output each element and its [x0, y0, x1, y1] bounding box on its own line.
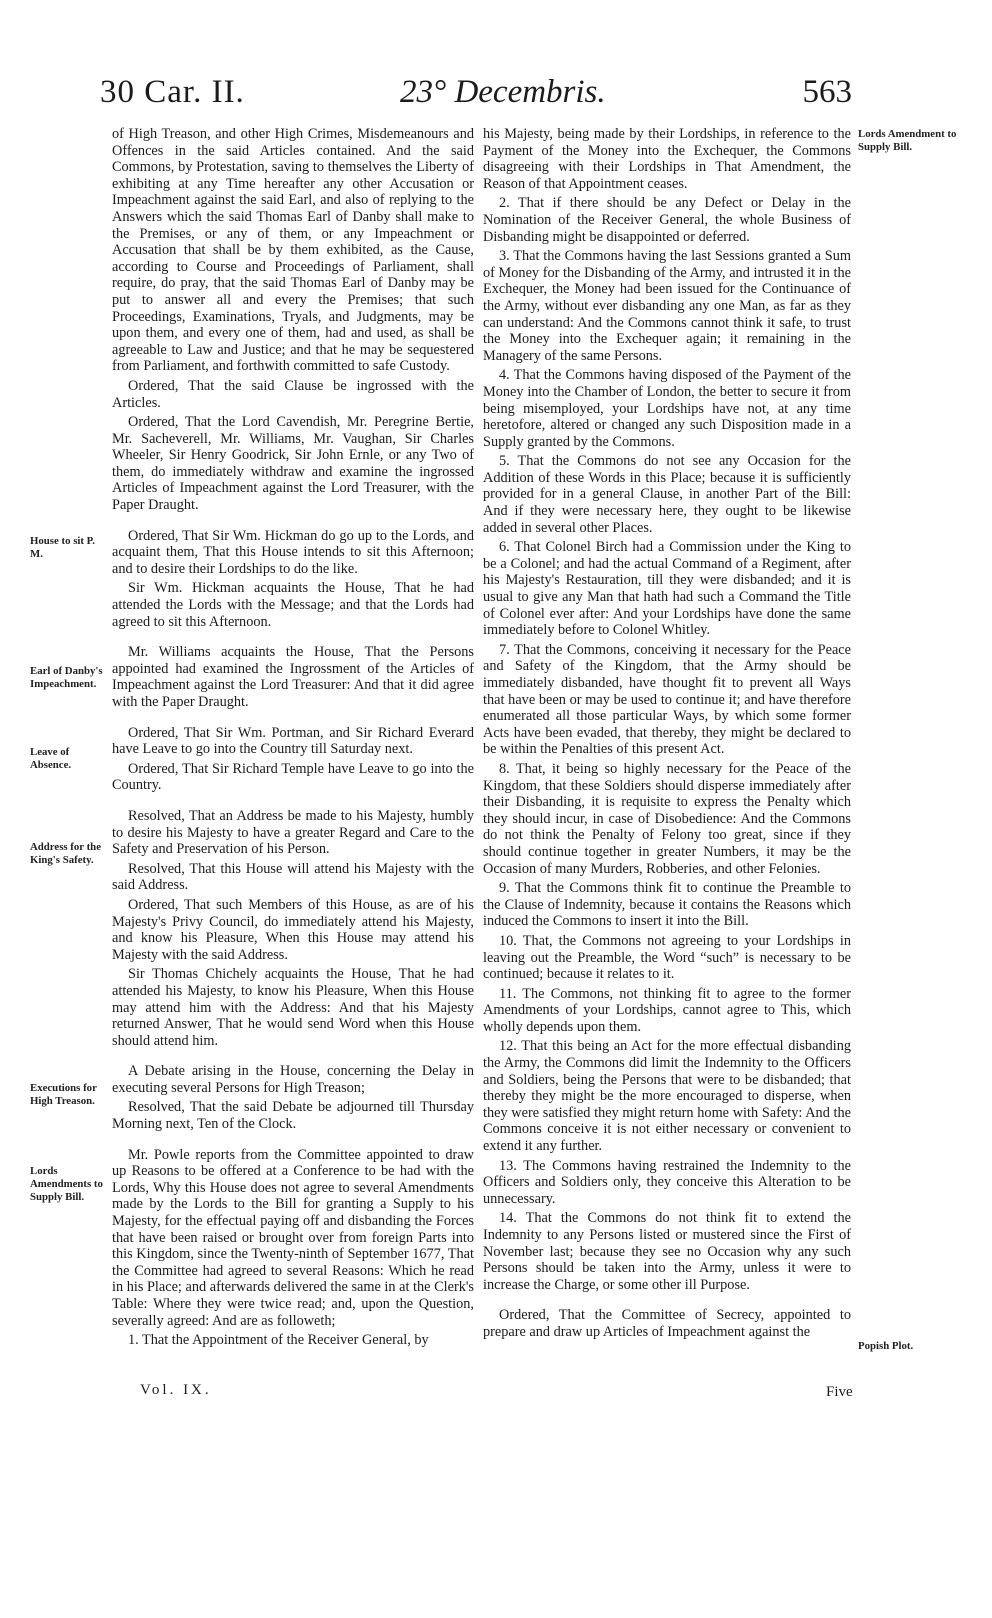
paragraph: Resolved, That this House will attend his Majesty with the said Address. — [112, 860, 474, 894]
margin-note-danby-impeachment: Earl of Danby's Impeachment. — [30, 665, 103, 690]
paragraph: Ordered, That Sir Richard Temple have Leave to go into the Country. — [112, 760, 474, 794]
volume-signature: Vol. IX. — [140, 1382, 212, 1398]
paragraph: Ordered, That such Members of this House, as are of his Majesty's Privy Council, do immediately attend his Majesty, and know his Pleasure, When this House may attend his Majesty with the said Address. — [112, 896, 474, 963]
left-column — [112, 126, 474, 1352]
paragraph: Ordered, That Sir Wm. Hickman do go up to the Lords, and acquaint them, That this House intends to sit this Afternoon; and to desire their Lordships to do the like. — [112, 527, 474, 577]
paragraph: A Debate arising in the House, concerning the Delay in executing several Persons for High Treason; — [112, 1063, 474, 1096]
margin-note-address-kings-safety: Address for the King's Safety. — [30, 841, 101, 866]
paragraph: 2. That if there should be any Defect or Delay in the Nomination of the Receiver General, the whole Business of Disbanding might be disappointed or deferred. — [483, 195, 851, 245]
paragraph: 8. That, it being so highly necessary for the Peace of the Kingdom, that these Soldiers should disperse immediately after their Disbanding, it is requisite to express the Penalty which they should incur, in case of Disobedience: And the Commons do not think the Penalty of Felony too great, since if they should continue together in greater Numbers, it may be the Occasion of many Murders, Robberies, and other Felonies. — [483, 760, 851, 877]
paragraph: 3. That the Commons having the last Sessions granted a Sum of Money for the Disbanding of the Army, and intrusted it in the Exchequer, the Money had been issued for the Continuance of the Army, without ever disbanding any one Man, as far as they can understand: And the Commons cannot think it safe, to trust the Money into the Exchequer again; it remaining in the Managery of the same Persons. — [483, 248, 851, 364]
paragraph: 12. That this being an Act for the more effectual disbanding the Army, the Commons did limit the Indemnity to the Officers and Soldiers, being the Persons that were to be disbanded; that thereby they might be the more encouraged to disperse, when they were satisfied they might return home with Safety: And the Commons conceive it is not either necessary or convenient to extend it any further. — [483, 1038, 851, 1155]
paragraph: 4. That the Commons having disposed of the Payment of the Money into the Chamber of London, the better to secure it from being misemployed, your Lordships have not, at any time heretofore, altered or changed any such Disposition made in a Supply granted by the Commons. — [483, 367, 851, 450]
margin-note-leave-of-absence: Leave of Absence. — [30, 746, 72, 771]
paragraph: Resolved, That the said Debate be adjourned till Thursday Morning next, Ten of the Clock. — [112, 1099, 474, 1133]
margin-note-popish-plot: Popish Plot. — [858, 1340, 914, 1352]
paragraph: Mr. Williams acquaints the House, That the Persons appointed had examined the Ingrossment of the Articles of Impeachment against the Lord Treasurer: And that it did agree with the Paper Draught. — [112, 644, 474, 710]
margin-note-lords-amendments: Lords Amendments to Supply Bill. — [30, 1165, 103, 1203]
paragraph: Ordered, That the Lord Cavendish, Mr. Peregrine Bertie, Mr. Sacheverell, Mr. Williams, Mr. Vaughan, Sir Charles Wheeler, Sir Henry Goodrick, Sir John Ernle, or any Two of them, do immediately withdraw and examine the ingrossed Articles of Impeachment against the Lord Treasurer, with the Paper Draught. — [112, 414, 474, 514]
paragraph: Ordered, That the said Clause be ingrossed with the Articles. — [112, 377, 474, 411]
paragraph: 9. That the Commons think fit to continue the Preamble to the Clause of Indemnity, because it contains the Reasons which induced the Commons to insert it into the Bill. — [483, 880, 851, 930]
paragraph: Ordered, That the Committee of Secrecy, appointed to prepare and draw up Articles of Impeachment against the — [483, 1307, 851, 1340]
margin-note-lords-amendment-right: Lords Amendment to Supply Bill. — [858, 128, 957, 153]
paragraph: his Majesty, being made by their Lordships, in reference to the Payment of the Money into the Exchequer, the Commons disagreeing with their Lordships in That Amendment, the Reason of that Appointment ceases. — [483, 126, 851, 192]
paragraph: 1. That the Appointment of the Receiver General, by — [128, 1332, 429, 1349]
margin-note-executions: Executions for High Treason. — [30, 1082, 97, 1107]
right-column — [483, 126, 851, 1344]
paragraph: 14. That the Commons do not think fit to extend the Indemnity to any Persons listed or mustered since the First of November last; because they see no Occasion why any such Persons should be taken into the Army, unless it were to increase the Charge, or some other ill Purpose. — [483, 1210, 851, 1293]
paragraph: 5. That the Commons do not see any Occasion for the Addition of these Words in this Place; because it is sufficiently provided for in a general Clause, in another Part of the Bill: And if they were necessary here, they ought to be likewise added in several other Places. — [483, 453, 851, 536]
page-number: 563 — [802, 74, 852, 110]
paragraph: Mr. Powle reports from the Committee appointed to draw up Reasons to be offered at a Conference to be had with the Lords, Why this House does not agree to several Amendments made by the Lords to the Bill for granting a Supply to his Majesty, for the effectual paying off and disbanding the Forces that have been raised or brought over from foreign Parts into this Kingdom, since the Twenty-ninth of September 1677, That the Committee had agreed to several Reasons: Which he read in his Place; and afterwards delivered the same in at the Clerk's Table: Where they were twice read; and, upon the Question, severally agreed: And are as followeth; — [112, 1146, 474, 1329]
margin-note-house-to-sit: House to sit P. M. — [30, 535, 95, 560]
header-date: 23° Decembris. — [400, 74, 606, 110]
paragraph: Resolved, That an Address be made to his Majesty, humbly to desire his Majesty to have a greater Regard and Care to the Safety and Preservation of his Person. — [112, 807, 474, 858]
paragraph: Sir Thomas Chichely acquaints the House, That he had attended his Majesty, to know his Pleasure, When this House may attend him with the Address: And that his Majesty returned Answer, That he would send Word when this House should attend him. — [112, 966, 474, 1049]
paragraph: 11. The Commons, not thinking fit to agree to the former Amendments of your Lordships, cannot agree to This, which wholly depends upon them. — [483, 985, 851, 1035]
paragraph: of High Treason, and other High Crimes, Misdemeanours and Offences in the said Articles contained. And the said Commons, by Protestation, saving to themselves the Liberty of exhibiting at any Time hereafter any other Accusation or Impeachment against the said Earl, and also of replying to the Answers which the said Thomas Earl of Danby shall make to the Premises, or any of them, or any Impeachment or Accusation that shall be by them exhibited, as the Cause, according to Course and Proceedings of Parliament, shall require, do pray, that the said Thomas Earl of Danby may be put to answer all and every the Premises; that such Proceedings, Examinations, Tryals, and Judgments, may be upon them, and every one of them, had and used, as shall be agreeable to Law and Justice; and that he may be sequestered from Parliament, and forthwith committed to safe Custody. — [112, 126, 474, 375]
paragraph: 13. The Commons having restrained the Indemnity to the Officers and Soldiers only, they conceive this Alteration to be unnecessary. — [483, 1157, 851, 1207]
paragraph: 7. That the Commons, conceiving it necessary for the Peace and Safety of the Kingdom, that the Army should be immediately disbanded, have thought fit to prevent all Ways that have been or may be used to continue it; and have therefore enumerated all those particular Ways, by which some former Acts have been evaded, that thereby, they might be declared to be within the Penalties of this present Act. — [483, 641, 851, 758]
regnal-year: 30 Car. II. — [100, 74, 245, 110]
paragraph: Ordered, That Sir Wm. Portman, and Sir Richard Everard have Leave to go into the Country till Saturday next. — [112, 724, 474, 758]
paragraph: 10. That, the Commons not agreeing to your Lordships in leaving out the Preamble, the Word “such” is necessary to be continued; because it relates to it. — [483, 932, 851, 983]
catchword: Five — [826, 1384, 853, 1400]
paragraph: Sir Wm. Hickman acquaints the House, That he had attended the Lords with the Message; and that the Lords had agreed to sit this Afternoon. — [112, 580, 474, 630]
paragraph: 6. That Colonel Birch had a Commission under the King to be a Colonel; and had the actual Command of a Regiment, after his Majesty's Restauration, till they were disbanded; and it is usual to give any Man that hath had such a Command the Title of Colonel ever after: And your Lordships have done the same immediately before to Colonel Whitley. — [483, 539, 851, 639]
running-header — [100, 74, 850, 122]
